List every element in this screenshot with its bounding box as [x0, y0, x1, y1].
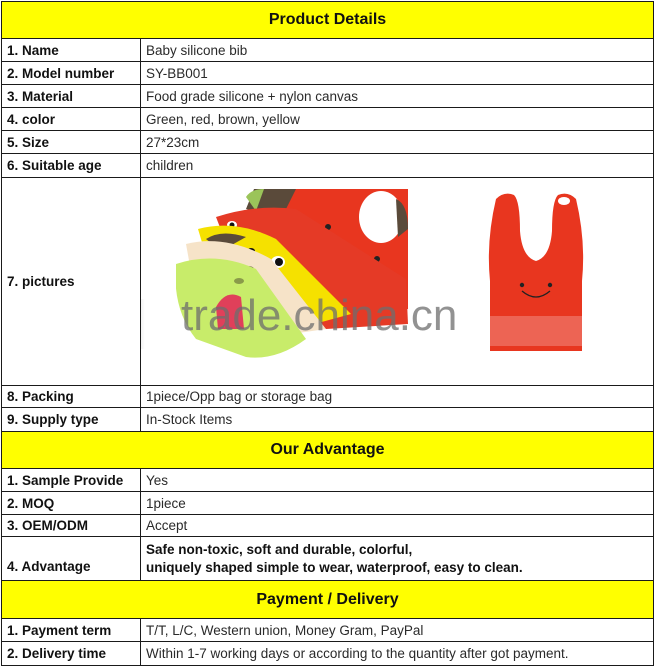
section-title: Payment / Delivery	[2, 581, 654, 619]
table-row	[2, 408, 654, 432]
row-label-advantage: 4. Advantage	[2, 537, 141, 581]
section-header-product-details	[2, 2, 654, 39]
table-row	[2, 85, 654, 108]
row-label-model-number: 2. Model number	[2, 62, 141, 85]
row-label-payment-term: 1. Payment term	[2, 619, 141, 642]
pictures-cell	[141, 178, 654, 386]
row-value-supply-type: In-Stock Items	[141, 408, 654, 432]
row-value-color: Green, red, brown, yellow	[141, 108, 654, 131]
table-row	[2, 108, 654, 131]
row-label-sample-provide: 1. Sample Provide	[2, 469, 141, 492]
row-label-packing: 8. Packing	[2, 386, 141, 408]
row-label-delivery-time: 2. Delivery time	[2, 642, 141, 666]
row-value-packing: 1piece/Opp bag or storage bag	[141, 386, 654, 408]
section-title: Our Advantage	[2, 432, 654, 469]
table-row	[2, 62, 654, 85]
row-label-pictures: 7. pictures	[2, 178, 141, 386]
blur-artifact	[141, 299, 145, 349]
row-value-advantage	[141, 537, 654, 581]
row-value-payment-term: T/T, L/C, Western union, Money Gram, PayPal	[141, 619, 654, 642]
product-spec-table	[1, 1, 654, 666]
row-label-moq: 2. MOQ	[2, 492, 141, 515]
table-row	[2, 469, 654, 492]
product-pictures	[141, 179, 653, 385]
row-value-name: Baby silicone bib	[141, 39, 654, 62]
row-value-material: Food grade silicone + nylon canvas	[141, 85, 654, 108]
table-row	[2, 386, 654, 408]
row-value-oem-odm: Accept	[141, 515, 654, 537]
row-label-color: 4. color	[2, 108, 141, 131]
row-label-suitable-age: 6. Suitable age	[2, 154, 141, 178]
row-value-moq: 1piece	[141, 492, 654, 515]
row-label-material: 3. Material	[2, 85, 141, 108]
single-red-bib-image	[486, 191, 586, 351]
table-row	[2, 642, 654, 666]
section-header-our-advantage	[2, 432, 654, 469]
table-row	[2, 537, 654, 581]
table-row	[2, 131, 654, 154]
row-value-size: 27*23cm	[141, 131, 654, 154]
section-title: Product Details	[2, 2, 654, 39]
row-value-delivery-time: Within 1-7 working days or according to the quantity after got payment.	[141, 642, 654, 666]
row-label-supply-type: 9. Supply type	[2, 408, 141, 432]
table-row	[2, 619, 654, 642]
section-header-payment-delivery	[2, 581, 654, 619]
row-label-size: 5. Size	[2, 131, 141, 154]
table-row	[2, 154, 654, 178]
row-label-name: 1. Name	[2, 39, 141, 62]
table-row	[2, 515, 654, 537]
advantage-line-2: uniquely shaped simple to wear, waterproof, easy to clean.	[146, 559, 523, 575]
row-label-oem-odm: 3. OEM/ODM	[2, 515, 141, 537]
advantage-line-1: Safe non-toxic, soft and durable, colorful,	[146, 541, 413, 557]
row-value-model-number: SY-BB001	[141, 62, 654, 85]
row-value-sample-provide: Yes	[141, 469, 654, 492]
table-row-pictures	[2, 178, 654, 386]
row-value-suitable-age: children	[141, 154, 654, 178]
table-row	[2, 39, 654, 62]
table-row	[2, 492, 654, 515]
watermark-text: trade.china.cn	[181, 290, 458, 340]
